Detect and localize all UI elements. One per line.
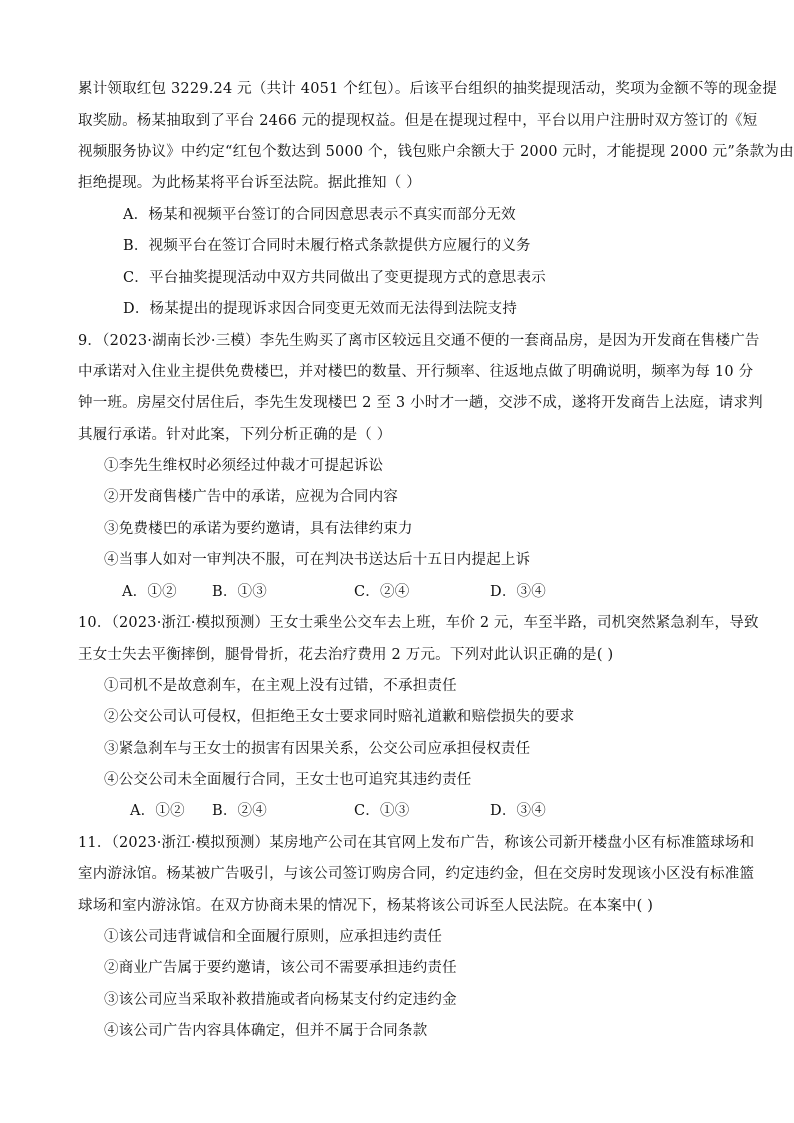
question-10-choice-b: B．②④ xyxy=(212,803,267,819)
question-9-statement-4: ④当事人如对一审判决不服，可在判决书送达后十五日内提起上诉 xyxy=(104,552,531,568)
question-9-text-line: 9．（2023·湖南长沙·三模）李先生购买了离市区较远且交通不便的一套商品房，是因为开发商在售楼广告 xyxy=(78,333,760,349)
question-11-text-line: 球场和室内游泳馆。在双方协商未果的情况下，杨某将该公司诉至人民法院。在本案中( ) xyxy=(78,898,654,914)
question-9-statement-3: ③免费楼巴的承诺为要约邀请，具有法律约束力 xyxy=(104,521,413,537)
question-10-statement-4: ④公交公司未全面履行合同，王女士也可追究其违约责任 xyxy=(104,772,472,788)
question-10-statement-2: ②公交公司认可侵权，但拒绝王女士要求同时赔礼道歉和赔偿损失的要求 xyxy=(104,709,575,725)
question-8-text-line: 视频服务协议》中约定“红包个数达到 5000 个，钱包账户余额大于 2000 元时，才能提现 2000 元”条款为由 xyxy=(78,144,794,160)
question-10-choice-d: D．③④ xyxy=(490,803,546,819)
question-10-statement-1: ①司机不是故意刹车，在主观上没有过错，不承担责任 xyxy=(104,678,457,694)
question-8-text-line: 取奖励。杨某抽取到了平台 2466 元的提现权益。但是在提现过程中，平台以用户注册时双方签订的《短 xyxy=(78,113,758,129)
question-11-statement-1: ①该公司违背诚信和全面履行原则，应承担违约责任 xyxy=(104,929,443,945)
question-9-text-line: 其履行承诺。针对此案，下列分析正确的是（ ） xyxy=(78,427,392,443)
question-9-choice-d: D．③④ xyxy=(490,584,546,600)
question-9-text-line: 钟一班。房屋交付居住后，李先生发现楼巴 2 至 3 小时才一趟，交涉不成，遂将开发商告上法庭，请求判 xyxy=(78,395,763,411)
question-11-text-line: 11．（2023·浙江·模拟预测）某房地产公司在其官网上发布广告，称该公司新开楼盘小区有标准篮球场和 xyxy=(78,835,755,851)
question-10-choice-c: C．①③ xyxy=(354,803,410,819)
question-11-statement-2: ②商业广告属于要约邀请，该公司不需要承担违约责任 xyxy=(104,960,457,976)
question-8-text-line: 拒绝提现。为此杨某将平台诉至法院。据此推知（ ） xyxy=(78,175,421,191)
question-11-statement-3: ③该公司应当采取补救措施或者向杨某支付约定违约金 xyxy=(104,992,457,1008)
question-10-text-line: 10．（2023·浙江·模拟预测）王女士乘坐公交车去上班，车价 2 元，车至半路，司机突然紧急刹车，导致 xyxy=(78,615,759,631)
question-8-text-line: 累计领取红包 3229.24 元（共计 4051 个红包）。后该平台组织的抽奖提现活动，奖项为金额不等的现金提 xyxy=(78,81,778,97)
question-8-option-c: C．平台抽奖提现活动中双方共同做出了变更提现方式的意思表示 xyxy=(123,270,546,286)
question-9-statement-1: ①李先生维权时必须经过仲裁才可提起诉讼 xyxy=(104,458,384,474)
question-9-choice-b: B．①③ xyxy=(212,584,267,600)
question-9-statement-2: ②开发商售楼广告中的承诺，应视为合同内容 xyxy=(104,489,398,505)
question-8-option-d: D．杨某提出的提现诉求因合同变更无效而无法得到法院支持 xyxy=(123,301,518,317)
question-9-choice-a: A．①② xyxy=(122,584,177,600)
question-9-choice-c: C．②④ xyxy=(354,584,410,600)
question-11-statement-4: ④该公司广告内容具体确定，但并不属于合同条款 xyxy=(104,1023,428,1039)
question-10-statement-3: ③紧急刹车与王女士的损害有因果关系，公交公司应承担侵权责任 xyxy=(104,741,531,757)
question-10-text-line: 王女士失去平衡摔倒，腿骨骨折，花去治疗费用 2 万元。下列对此认识正确的是( ) xyxy=(78,647,614,663)
question-8-option-a: A．杨某和视频平台签订的合同因意思表示不真实而部分无效 xyxy=(123,207,516,223)
question-10-choice-a: A．①② xyxy=(130,803,185,819)
question-9-text-line: 中承诺对入住业主提供免费楼巴，并对楼巴的数量、开行频率、往返地点做了明确说明，频率为每 10 分 xyxy=(78,364,754,380)
question-8-option-b: B．视频平台在签订合同时未履行格式条款提供方应履行的义务 xyxy=(123,238,531,254)
question-11-text-line: 室内游泳馆。杨某被广告吸引，与该公司签订购房合同，约定违约金，但在交房时发现该小区没有标准篮 xyxy=(78,866,755,882)
